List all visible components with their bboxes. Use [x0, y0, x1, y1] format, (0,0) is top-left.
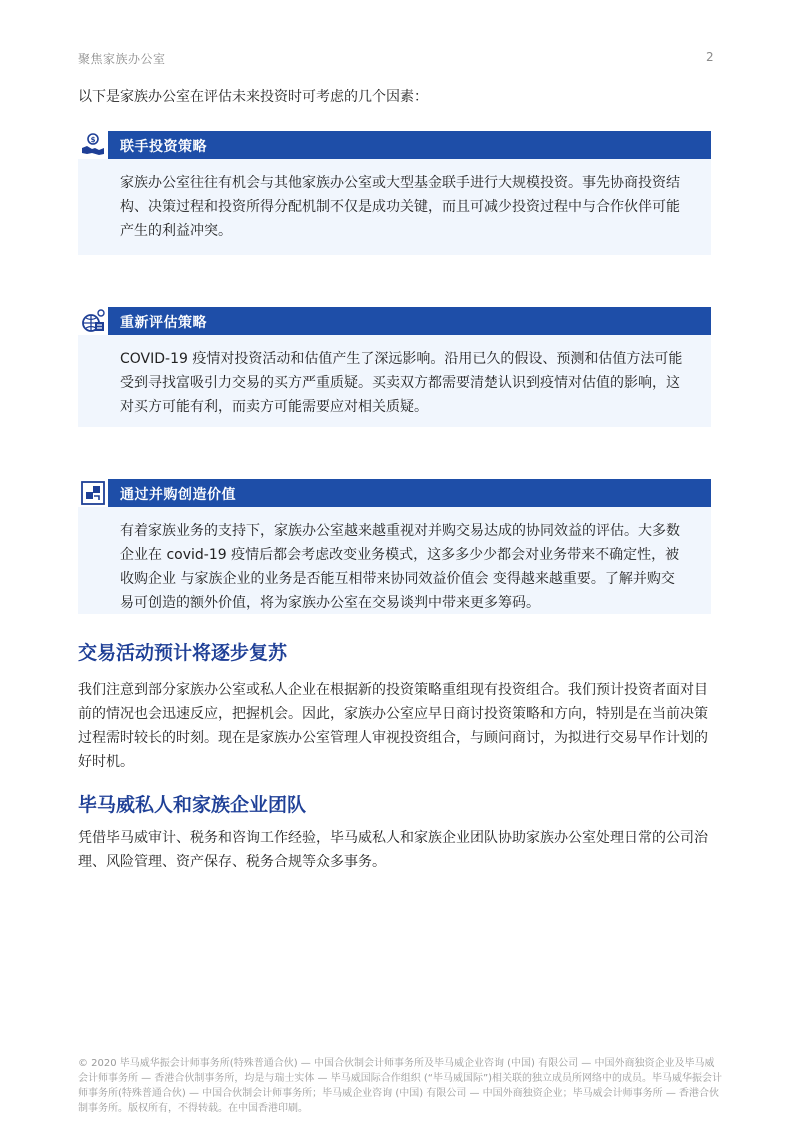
- card-header: [108, 131, 711, 159]
- intro-text: 以下是家族办公室在评估未来投资时可考虑的几个因素：: [78, 89, 428, 105]
- globe-gear-icon: [78, 307, 108, 335]
- section-paragraph-kpmg-team: 凭借毕马威审计、税务和咨询工作经验，毕马威私人和家族企业团队协助家族办公室处理日常的公司治理、风险管理、资产保存、税务合规等众多事务。: [78, 830, 708, 870]
- section-heading-kpmg-team: 毕马威私人和家族企业团队: [78, 794, 307, 816]
- page-number: 2: [706, 50, 714, 64]
- card-reassess-strategy: [78, 307, 711, 427]
- card-header: [108, 307, 711, 335]
- card-header: [108, 479, 711, 507]
- card-title: 通过并购创造价值: [120, 487, 236, 503]
- card-body: 有着家族业务的支持下，家族办公室越来越重视对并购交易达成的协同效益的评估。大多数企业在 covid-19 疫情后都会考虑改变业务模式，这多多少少都会对业务带来不确定性，被收购企业 与家族企业的业务是否能互相带来协同效益价值会 变得越来越重要。了解并购交易可创造的额外价值，将为家族办公室在交易谈判中带来更多筹码。: [120, 523, 680, 611]
- card-body: COVID-19 疫情对投资活动和估值产生了深远影响。沿用已久的假设、预测和估值方法可能受到寻找富吸引力交易的买方严重质疑。买卖双方都需要清楚认识到疫情对估值的影响，这对买方可能有利，而卖方可能需要应对相关质疑。: [120, 351, 683, 415]
- section-paragraph-deal-recovery: 我们注意到部分家族办公室或私人企业在根据新的投资策略重组现有投资组合。我们预计投资者面对目前的情况也会迅速反应，把握机会。因此，家族办公室应早日商讨投资策略和方向，特别是在当前决策过程需时较长的时刻。现在是家族办公室管理人审视投资组合，与顾问商讨，为拟进行交易早作计划的好时机。: [78, 682, 708, 770]
- card-title: 联手投资策略: [120, 139, 207, 155]
- card-body: 家族办公室往往有机会与其他家族办公室或大型基金联手进行大规模投资。事先协商投资结构、决策过程和投资所得分配机制不仅是成功关键，而且可减少投资过程中与合作伙伴可能产生的利益冲突。: [120, 175, 680, 239]
- card-merger-value: [78, 479, 711, 614]
- section-heading-deal-recovery: 交易活动预计将逐步复苏: [78, 642, 288, 664]
- copyright-footer: © 2020 毕马威华振会计师事务所(特殊普通合伙) — 中国合伙制会计师事务所及毕马威企业咨询 (中国) 有限公司 — 中国外商独资企业及毕马威会计师事务所 — 香港合伙制事务所，均是与瑞士实体 — 毕马威国际合作组织 (“毕马威国际”)相关联的独立成员所网络中的成员。毕马威华振会计师事务所(特殊普通合伙) — 中国合伙制会计师事务所；毕马威企业咨询 (中国) 有限公司 — 中国外商独资企业；毕马威会计师事务所 — 香港合伙制事务所。版权所有，不得转载。在中国香港印刷。: [78, 1058, 723, 1114]
- page-header-title: 聚焦家族办公室: [78, 52, 166, 66]
- card-joint-investment: [78, 131, 711, 255]
- svg-text:$: $: [90, 136, 96, 144]
- card-title: 重新评估策略: [120, 315, 207, 331]
- merger-blocks-icon: [78, 479, 108, 507]
- handshake-money-icon: [78, 131, 108, 159]
